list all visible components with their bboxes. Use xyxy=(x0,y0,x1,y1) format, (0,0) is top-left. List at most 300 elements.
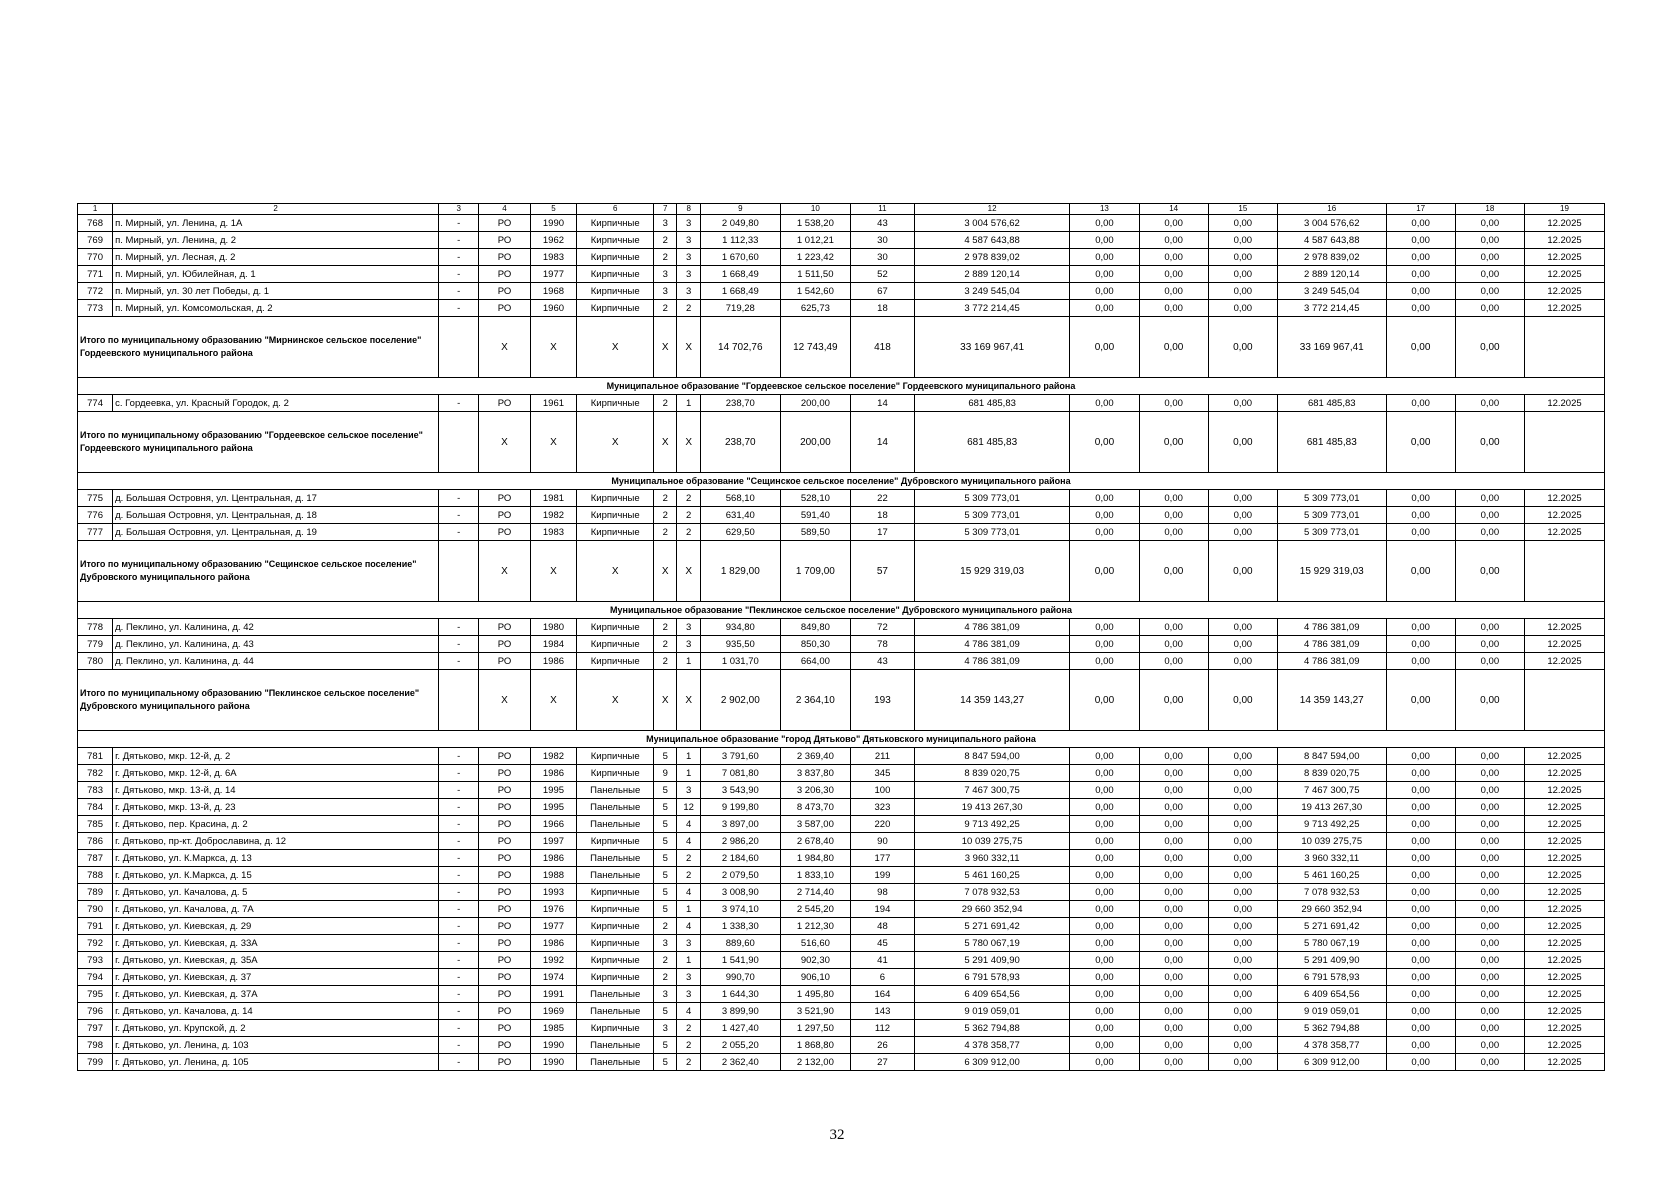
table-cell: 0,00 xyxy=(1070,1020,1139,1037)
table-cell: 5 271 691,42 xyxy=(914,918,1069,935)
table-cell: 12.2025 xyxy=(1524,490,1604,507)
table-cell: 0,00 xyxy=(1455,507,1524,524)
table-cell: 9 019 059,01 xyxy=(914,1003,1069,1020)
column-number-cell: 13 xyxy=(1070,204,1139,215)
table-cell: 0,00 xyxy=(1139,969,1208,986)
table-cell: 2 xyxy=(654,918,677,935)
table-cell: 0,00 xyxy=(1139,850,1208,867)
table-cell: 0,00 xyxy=(1386,850,1455,867)
table-cell: Кирпичные xyxy=(577,619,654,636)
subtotal-cell xyxy=(1524,670,1604,731)
table-cell: 3 xyxy=(677,266,700,283)
table-cell: 5 362 794,88 xyxy=(1277,1020,1386,1037)
table-cell: 2 079,50 xyxy=(700,867,780,884)
subtotal-cell: X xyxy=(577,317,654,378)
table-cell: 1986 xyxy=(530,765,577,782)
table-cell: Кирпичные xyxy=(577,636,654,653)
table-cell: 0,00 xyxy=(1208,816,1277,833)
table-cell: - xyxy=(438,1054,478,1071)
subtotal-cell xyxy=(1524,317,1604,378)
row-number-cell: 798 xyxy=(78,1037,113,1054)
address-cell: г. Дятьково, ул. К.Маркса, д. 13 xyxy=(113,850,439,867)
table-cell: Кирпичные xyxy=(577,918,654,935)
table-cell: 27 xyxy=(851,1054,915,1071)
table-cell: 0,00 xyxy=(1455,524,1524,541)
table-cell: 0,00 xyxy=(1070,1037,1139,1054)
table-cell: 1 427,40 xyxy=(700,1020,780,1037)
table-cell: 0,00 xyxy=(1455,249,1524,266)
table-cell: - xyxy=(438,232,478,249)
address-cell: г. Дятьково, мкр. 13-й, д. 14 xyxy=(113,782,439,799)
table-cell: 0,00 xyxy=(1070,884,1139,901)
table-row xyxy=(78,232,1605,249)
table-row xyxy=(78,850,1605,867)
subtotal-row xyxy=(78,541,1605,602)
subtotal-cell xyxy=(1524,541,1604,602)
table-cell: 1 223,42 xyxy=(780,249,850,266)
table-cell: Кирпичные xyxy=(577,395,654,412)
table-cell: 5 309 773,01 xyxy=(914,524,1069,541)
table-cell: 18 xyxy=(851,507,915,524)
table-cell: 3 xyxy=(677,619,700,636)
table-cell: 1993 xyxy=(530,884,577,901)
subtotal-cell: 0,00 xyxy=(1208,670,1277,731)
table-cell: 0,00 xyxy=(1139,1003,1208,1020)
table-cell: 0,00 xyxy=(1455,969,1524,986)
table-cell: 3 206,30 xyxy=(780,782,850,799)
table-cell: 1977 xyxy=(530,918,577,935)
table-cell: 591,40 xyxy=(780,507,850,524)
table-cell: 4 xyxy=(677,884,700,901)
table-cell: 0,00 xyxy=(1208,799,1277,816)
table-cell: 0,00 xyxy=(1208,215,1277,232)
table-cell: 0,00 xyxy=(1386,636,1455,653)
table-cell: 0,00 xyxy=(1070,867,1139,884)
table-cell: 4 786 381,09 xyxy=(1277,636,1386,653)
table-cell: 1986 xyxy=(530,850,577,867)
row-number-cell: 794 xyxy=(78,969,113,986)
section-header-row xyxy=(78,602,1605,619)
table-cell: 4 786 381,09 xyxy=(914,636,1069,653)
table-cell: РО xyxy=(479,935,530,952)
table-cell: 1 538,20 xyxy=(780,215,850,232)
table-cell: 143 xyxy=(851,1003,915,1020)
table-cell: Панельные xyxy=(577,986,654,1003)
table-cell: 0,00 xyxy=(1208,283,1277,300)
table-cell: - xyxy=(438,507,478,524)
table-cell: 1990 xyxy=(530,1054,577,1071)
table-cell: Кирпичные xyxy=(577,833,654,850)
register-table-body xyxy=(78,204,1605,1071)
subtotal-cell: 0,00 xyxy=(1208,317,1277,378)
subtotal-cell: X xyxy=(479,412,530,473)
address-cell: п. Мирный, ул. Ленина, д. 1А xyxy=(113,215,439,232)
table-cell: 2 xyxy=(654,395,677,412)
table-cell: 0,00 xyxy=(1208,232,1277,249)
table-cell: 3 xyxy=(654,986,677,1003)
table-cell: 6 xyxy=(851,969,915,986)
table-cell: 0,00 xyxy=(1070,249,1139,266)
table-cell: 0,00 xyxy=(1139,748,1208,765)
table-cell: 0,00 xyxy=(1208,884,1277,901)
table-cell: 3 897,00 xyxy=(700,816,780,833)
table-cell: Панельные xyxy=(577,1003,654,1020)
table-row xyxy=(78,395,1605,412)
table-cell: 0,00 xyxy=(1386,901,1455,918)
table-cell: - xyxy=(438,935,478,952)
table-cell: Кирпичные xyxy=(577,765,654,782)
table-row xyxy=(78,636,1605,653)
row-number-cell: 777 xyxy=(78,524,113,541)
table-cell: 3 974,10 xyxy=(700,901,780,918)
table-cell: 1992 xyxy=(530,952,577,969)
table-cell: 516,60 xyxy=(780,935,850,952)
table-cell: 0,00 xyxy=(1208,266,1277,283)
table-cell: - xyxy=(438,215,478,232)
column-number-cell: 5 xyxy=(530,204,577,215)
table-cell: 0,00 xyxy=(1208,507,1277,524)
table-cell: 12.2025 xyxy=(1524,619,1604,636)
table-cell: Панельные xyxy=(577,782,654,799)
table-cell: 629,50 xyxy=(700,524,780,541)
table-cell: 1982 xyxy=(530,748,577,765)
table-cell: 631,40 xyxy=(700,507,780,524)
table-cell: 0,00 xyxy=(1455,782,1524,799)
table-cell: 1 xyxy=(677,653,700,670)
table-cell: 3 772 214,45 xyxy=(1277,300,1386,317)
subtotal-label: Итого по муниципальному образованию "Сещинское сельское поселение" Дубровского муниципального района xyxy=(78,541,439,602)
table-cell: 12.2025 xyxy=(1524,636,1604,653)
table-cell: 1 xyxy=(677,395,700,412)
table-cell: 3 xyxy=(654,215,677,232)
table-cell: 719,28 xyxy=(700,300,780,317)
row-number-cell: 787 xyxy=(78,850,113,867)
table-cell: 0,00 xyxy=(1386,215,1455,232)
table-cell: 0,00 xyxy=(1139,918,1208,935)
table-cell: 568,10 xyxy=(700,490,780,507)
table-cell: 0,00 xyxy=(1139,1037,1208,1054)
table-cell: 0,00 xyxy=(1139,765,1208,782)
table-row xyxy=(78,816,1605,833)
table-row xyxy=(78,884,1605,901)
table-cell: 0,00 xyxy=(1208,300,1277,317)
subtotal-cell: 14 xyxy=(851,412,915,473)
table-cell: 200,00 xyxy=(780,395,850,412)
table-cell: РО xyxy=(479,1037,530,1054)
row-number-cell: 792 xyxy=(78,935,113,952)
subtotal-cell: 0,00 xyxy=(1139,541,1208,602)
table-cell: 12.2025 xyxy=(1524,1020,1604,1037)
table-cell: 1 xyxy=(677,952,700,969)
table-cell: 0,00 xyxy=(1386,884,1455,901)
table-cell: 2 xyxy=(677,1054,700,1071)
table-cell: РО xyxy=(479,1020,530,1037)
address-cell: д. Пеклино, ул. Калинина, д. 42 xyxy=(113,619,439,636)
subtotal-cell: X xyxy=(530,670,577,731)
table-cell: 0,00 xyxy=(1386,249,1455,266)
row-number-cell: 779 xyxy=(78,636,113,653)
table-cell: 0,00 xyxy=(1386,969,1455,986)
table-cell: 1980 xyxy=(530,619,577,636)
subtotal-cell: 14 359 143,27 xyxy=(914,670,1069,731)
table-cell: 48 xyxy=(851,918,915,935)
table-cell: 2 xyxy=(677,1020,700,1037)
table-cell: 3 899,90 xyxy=(700,1003,780,1020)
table-cell: 1984 xyxy=(530,636,577,653)
table-row xyxy=(78,215,1605,232)
subtotal-cell: 0,00 xyxy=(1070,412,1139,473)
table-cell: 12.2025 xyxy=(1524,653,1604,670)
table-cell: 889,60 xyxy=(700,935,780,952)
table-cell: 0,00 xyxy=(1208,653,1277,670)
table-cell: 0,00 xyxy=(1139,799,1208,816)
table-cell: 199 xyxy=(851,867,915,884)
table-cell: 1968 xyxy=(530,283,577,300)
table-cell: 0,00 xyxy=(1455,1020,1524,1037)
table-cell: РО xyxy=(479,232,530,249)
table-cell: 1990 xyxy=(530,215,577,232)
table-cell: 0,00 xyxy=(1208,490,1277,507)
row-number-cell: 773 xyxy=(78,300,113,317)
table-cell: 5 309 773,01 xyxy=(1277,490,1386,507)
table-cell: 1982 xyxy=(530,507,577,524)
table-cell: 0,00 xyxy=(1070,300,1139,317)
subtotal-cell: X xyxy=(654,412,677,473)
table-cell: 2 369,40 xyxy=(780,748,850,765)
table-cell: 90 xyxy=(851,833,915,850)
table-cell: 3 xyxy=(654,935,677,952)
subtotal-cell: 33 169 967,41 xyxy=(1277,317,1386,378)
section-title: Муниципальное образование "Сещинское сельское поселение" Дубровского муниципального района xyxy=(78,473,1605,490)
subtotal-cell: 0,00 xyxy=(1455,541,1524,602)
address-cell: г. Дятьково, ул. Ленина, д. 105 xyxy=(113,1054,439,1071)
column-number-cell: 18 xyxy=(1455,204,1524,215)
table-cell: 5 xyxy=(654,884,677,901)
table-cell: 5 xyxy=(654,833,677,850)
address-cell: п. Мирный, ул. Комсомольская, д. 2 xyxy=(113,300,439,317)
table-cell: 12.2025 xyxy=(1524,232,1604,249)
table-cell: 72 xyxy=(851,619,915,636)
table-cell: Панельные xyxy=(577,867,654,884)
row-number-cell: 790 xyxy=(78,901,113,918)
table-cell: 5 309 773,01 xyxy=(1277,524,1386,541)
table-cell: 2 xyxy=(677,300,700,317)
table-cell: 0,00 xyxy=(1070,918,1139,935)
table-cell: 12.2025 xyxy=(1524,266,1604,283)
table-cell: 0,00 xyxy=(1139,901,1208,918)
table-cell: 2 049,80 xyxy=(700,215,780,232)
table-cell: 0,00 xyxy=(1139,884,1208,901)
subtotal-cell: 12 743,49 xyxy=(780,317,850,378)
table-cell: 0,00 xyxy=(1208,850,1277,867)
table-cell: 5 461 160,25 xyxy=(914,867,1069,884)
table-cell: РО xyxy=(479,507,530,524)
table-cell: 0,00 xyxy=(1139,232,1208,249)
table-cell: 18 xyxy=(851,300,915,317)
row-number-cell: 785 xyxy=(78,816,113,833)
table-cell: 4 587 643,88 xyxy=(914,232,1069,249)
table-cell: 1 338,30 xyxy=(700,918,780,935)
subtotal-cell: 0,00 xyxy=(1139,317,1208,378)
table-cell: 12.2025 xyxy=(1524,1003,1604,1020)
table-cell: 0,00 xyxy=(1139,782,1208,799)
page-number: 32 xyxy=(829,1127,845,1143)
table-cell: - xyxy=(438,249,478,266)
table-cell: - xyxy=(438,799,478,816)
subtotal-cell: 1 709,00 xyxy=(780,541,850,602)
subtotal-label: Итого по муниципальному образованию "Гордеевское сельское поселение" Гордеевского муниципального района xyxy=(78,412,439,473)
table-cell: 0,00 xyxy=(1208,249,1277,266)
subtotal-cell: 193 xyxy=(851,670,915,731)
table-cell: 12.2025 xyxy=(1524,952,1604,969)
table-cell: 0,00 xyxy=(1139,952,1208,969)
table-cell: 29 660 352,94 xyxy=(914,901,1069,918)
table-row xyxy=(78,300,1605,317)
table-cell: 0,00 xyxy=(1386,765,1455,782)
table-cell: 0,00 xyxy=(1455,266,1524,283)
table-cell: 8 839 020,75 xyxy=(1277,765,1386,782)
address-cell: п. Мирный, ул. 30 лет Победы, д. 1 xyxy=(113,283,439,300)
table-cell: 12.2025 xyxy=(1524,524,1604,541)
table-cell: Кирпичные xyxy=(577,232,654,249)
table-cell: 625,73 xyxy=(780,300,850,317)
section-header-row xyxy=(78,731,1605,748)
subtotal-cell xyxy=(438,412,478,473)
subtotal-cell: X xyxy=(577,412,654,473)
table-cell: РО xyxy=(479,266,530,283)
table-row xyxy=(78,952,1605,969)
row-number-cell: 796 xyxy=(78,1003,113,1020)
table-cell: 3 xyxy=(677,636,700,653)
table-cell: 664,00 xyxy=(780,653,850,670)
table-cell: 194 xyxy=(851,901,915,918)
table-cell: 52 xyxy=(851,266,915,283)
table-cell: 0,00 xyxy=(1455,952,1524,969)
table-cell: 906,10 xyxy=(780,969,850,986)
table-cell: 12.2025 xyxy=(1524,986,1604,1003)
table-cell: 5 xyxy=(654,867,677,884)
table-cell: 0,00 xyxy=(1386,799,1455,816)
table-cell: РО xyxy=(479,249,530,266)
table-cell: 14 xyxy=(851,395,915,412)
row-number-cell: 768 xyxy=(78,215,113,232)
table-cell: 22 xyxy=(851,490,915,507)
table-cell: 0,00 xyxy=(1386,1003,1455,1020)
table-cell: 5 291 409,90 xyxy=(914,952,1069,969)
table-cell: 2 362,40 xyxy=(700,1054,780,1071)
table-cell: РО xyxy=(479,833,530,850)
address-cell: г. Дятьково, ул. К.Маркса, д. 15 xyxy=(113,867,439,884)
table-cell: 12.2025 xyxy=(1524,782,1604,799)
table-cell: 5 362 794,88 xyxy=(914,1020,1069,1037)
table-row xyxy=(78,524,1605,541)
table-cell: РО xyxy=(479,816,530,833)
table-cell: 7 467 300,75 xyxy=(914,782,1069,799)
subtotal-cell: 0,00 xyxy=(1455,670,1524,731)
table-cell: Кирпичные xyxy=(577,969,654,986)
table-cell: 26 xyxy=(851,1037,915,1054)
table-cell: - xyxy=(438,395,478,412)
table-cell: 681 485,83 xyxy=(1277,395,1386,412)
table-cell: 0,00 xyxy=(1455,232,1524,249)
column-number-cell: 1 xyxy=(78,204,113,215)
table-cell: 0,00 xyxy=(1455,395,1524,412)
table-cell: 3 249 545,04 xyxy=(1277,283,1386,300)
table-cell: 12.2025 xyxy=(1524,816,1604,833)
row-number-cell: 783 xyxy=(78,782,113,799)
table-cell: 9 xyxy=(654,765,677,782)
subtotal-cell: 681 485,83 xyxy=(914,412,1069,473)
table-cell: 0,00 xyxy=(1455,490,1524,507)
table-cell: 0,00 xyxy=(1070,232,1139,249)
table-cell: РО xyxy=(479,215,530,232)
table-cell: 1977 xyxy=(530,266,577,283)
table-cell: 9 199,80 xyxy=(700,799,780,816)
table-cell: 2 xyxy=(654,249,677,266)
subtotal-row xyxy=(78,317,1605,378)
table-cell: 1962 xyxy=(530,232,577,249)
table-cell: 0,00 xyxy=(1070,952,1139,969)
table-cell: 12.2025 xyxy=(1524,249,1604,266)
table-cell: 0,00 xyxy=(1208,1054,1277,1071)
table-cell: 4 786 381,09 xyxy=(914,619,1069,636)
table-cell: 0,00 xyxy=(1386,490,1455,507)
table-cell: 2 055,20 xyxy=(700,1037,780,1054)
table-cell: 3 587,00 xyxy=(780,816,850,833)
table-cell: 1 xyxy=(677,765,700,782)
table-cell: 1 541,90 xyxy=(700,952,780,969)
table-cell: 2 714,40 xyxy=(780,884,850,901)
subtotal-cell: X xyxy=(654,670,677,731)
table-cell: - xyxy=(438,1003,478,1020)
table-cell: 0,00 xyxy=(1208,986,1277,1003)
table-cell: 43 xyxy=(851,653,915,670)
table-cell: РО xyxy=(479,901,530,918)
table-cell: 7 078 932,53 xyxy=(1277,884,1386,901)
table-cell: 849,80 xyxy=(780,619,850,636)
table-cell: 589,50 xyxy=(780,524,850,541)
table-cell: - xyxy=(438,969,478,986)
address-cell: г. Дятьково, ул. Киевская, д. 35А xyxy=(113,952,439,969)
table-cell: 7 081,80 xyxy=(700,765,780,782)
table-cell: 0,00 xyxy=(1386,300,1455,317)
table-cell: 2 xyxy=(654,490,677,507)
address-cell: д. Большая Островня, ул. Центральная, д. 19 xyxy=(113,524,439,541)
table-cell: 5 xyxy=(654,901,677,918)
table-cell: 0,00 xyxy=(1070,395,1139,412)
table-cell: 12.2025 xyxy=(1524,283,1604,300)
table-cell: 3 004 576,62 xyxy=(1277,215,1386,232)
row-number-cell: 771 xyxy=(78,266,113,283)
table-cell: 3 xyxy=(677,249,700,266)
table-cell: 0,00 xyxy=(1455,300,1524,317)
subtotal-cell: 15 929 319,03 xyxy=(1277,541,1386,602)
table-cell: - xyxy=(438,636,478,653)
table-cell: 1 031,70 xyxy=(700,653,780,670)
row-number-cell: 795 xyxy=(78,986,113,1003)
table-cell: 0,00 xyxy=(1455,636,1524,653)
table-cell: 5 309 773,01 xyxy=(1277,507,1386,524)
table-cell: 98 xyxy=(851,884,915,901)
table-cell: Кирпичные xyxy=(577,283,654,300)
subtotal-label: Итого по муниципальному образованию "Мирнинское сельское поселение" Гордеевского муниципального района xyxy=(78,317,439,378)
subtotal-cell: X xyxy=(479,317,530,378)
row-number-cell: 778 xyxy=(78,619,113,636)
subtotal-cell: 0,00 xyxy=(1386,670,1455,731)
subtotal-cell: 33 169 967,41 xyxy=(914,317,1069,378)
table-cell: 0,00 xyxy=(1070,1003,1139,1020)
table-cell: 3 xyxy=(654,266,677,283)
